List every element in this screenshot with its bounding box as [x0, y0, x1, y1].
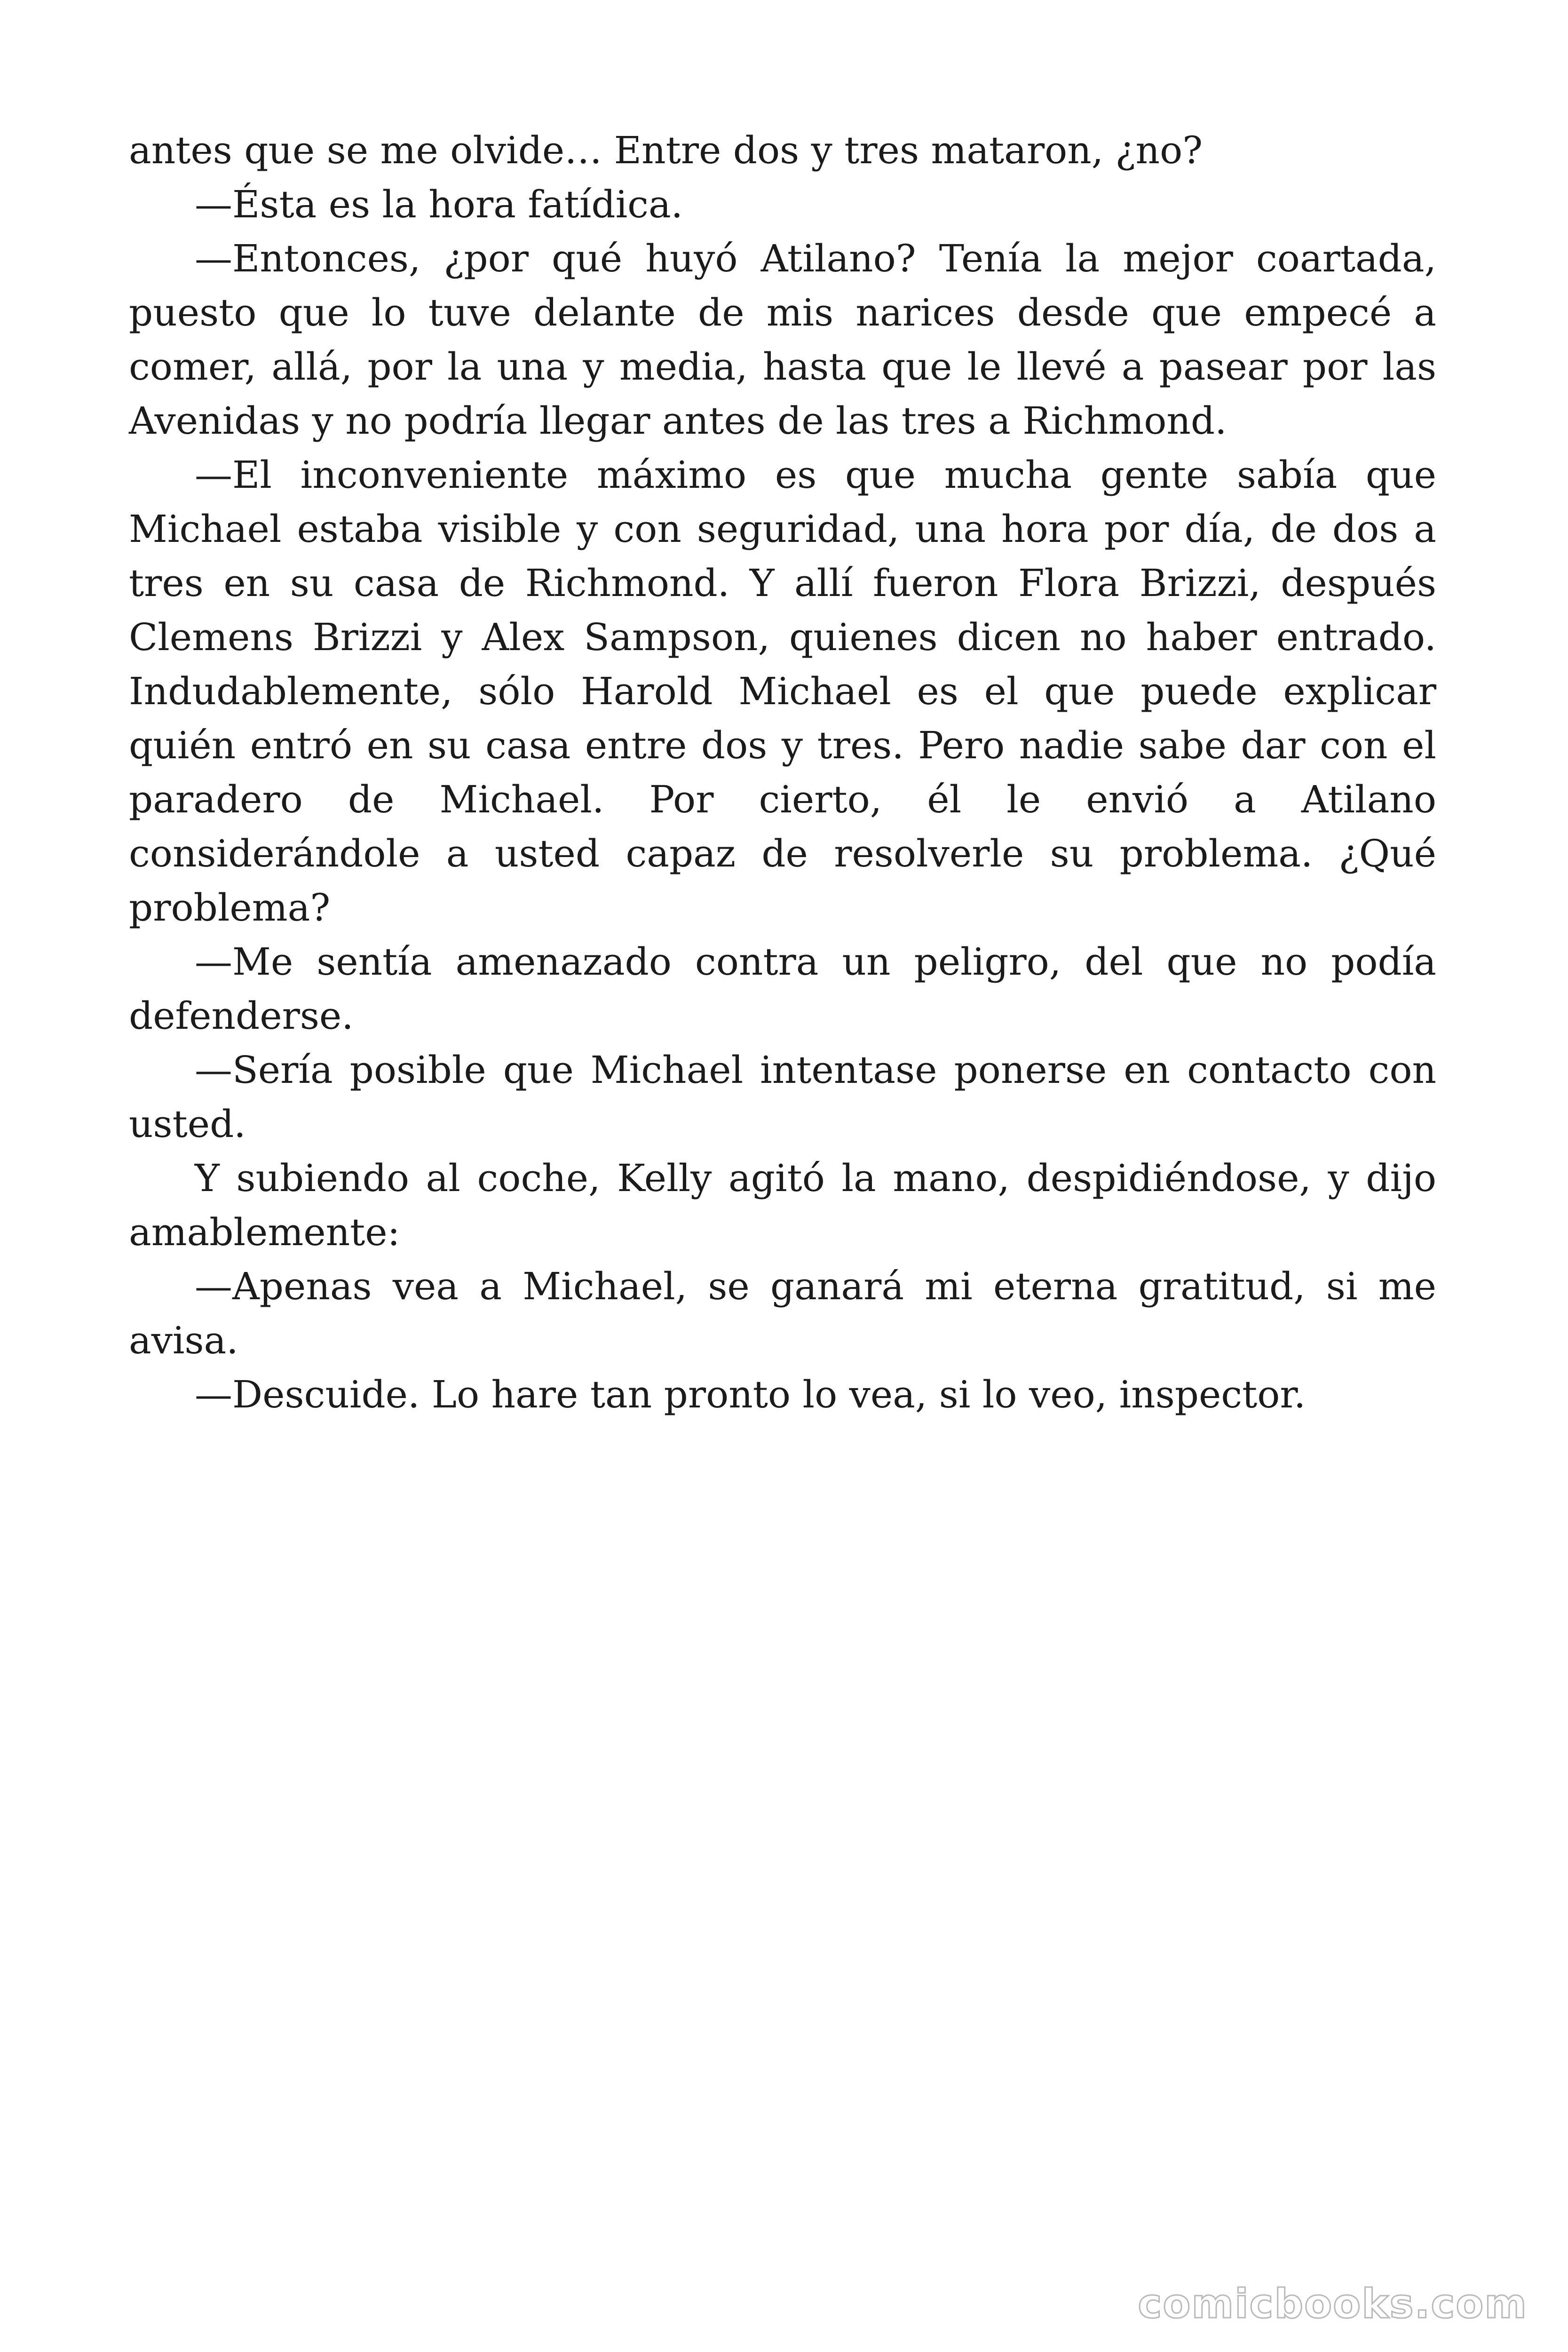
paragraph-5: —Me sentía amenazado contra un peligro, del que no podía defenderse. — [129, 940, 1436, 1038]
watermark-logo: comicbooks.com — [1138, 2280, 1528, 2328]
paragraph-2: —Ésta es la hora fatídica. — [195, 183, 683, 226]
paragraph-9: —Descuide. Lo hare tan pronto lo vea, si lo veo, inspector. — [195, 1373, 1306, 1416]
paragraph-6: —Sería posible que Michael intentase ponerse en contacto con usted. — [129, 1048, 1436, 1146]
paragraph-7: Y subiendo al coche, Kelly agitó la mano, despidiéndose, y dijo amablemente: — [129, 1156, 1436, 1254]
paragraph-8: —Apenas vea a Michael, se ganará mi eterna gratitud, si me avisa. — [129, 1264, 1436, 1362]
paragraph-4: —El inconveniente máximo es que mucha gente sabía que Michael estaba visible y con seguridad, una hora por día, de dos a tres en su casa de Richmond. Y allí fueron Flora Brizzi, después Clemens Brizzi y Alex Sampson, quienes dicen no haber entrado. Indudablemente, sólo Harold Michael es el que puede explicar quién entró en su casa entre dos y tres. Pero nadie sabe dar con el paradero de Michael. Por cierto, él le envió a Atilano considerándole a usted capaz de resolverle su problema. ¿Qué problema? — [129, 453, 1436, 930]
paragraph-3: —Entonces, ¿por qué huyó Atilano? Tenía la mejor coartada, puesto que lo tuve delante de mis narices desde que empecé a comer, allá, por la una y media, hasta que le llevé a pasear por las Avenidas y no podría llegar antes de las tres a Richmond. — [129, 237, 1436, 443]
body-text — [129, 123, 1436, 1422]
paragraph-1: antes que se me olvide… Entre dos y tres mataron, ¿no? — [129, 128, 1203, 172]
